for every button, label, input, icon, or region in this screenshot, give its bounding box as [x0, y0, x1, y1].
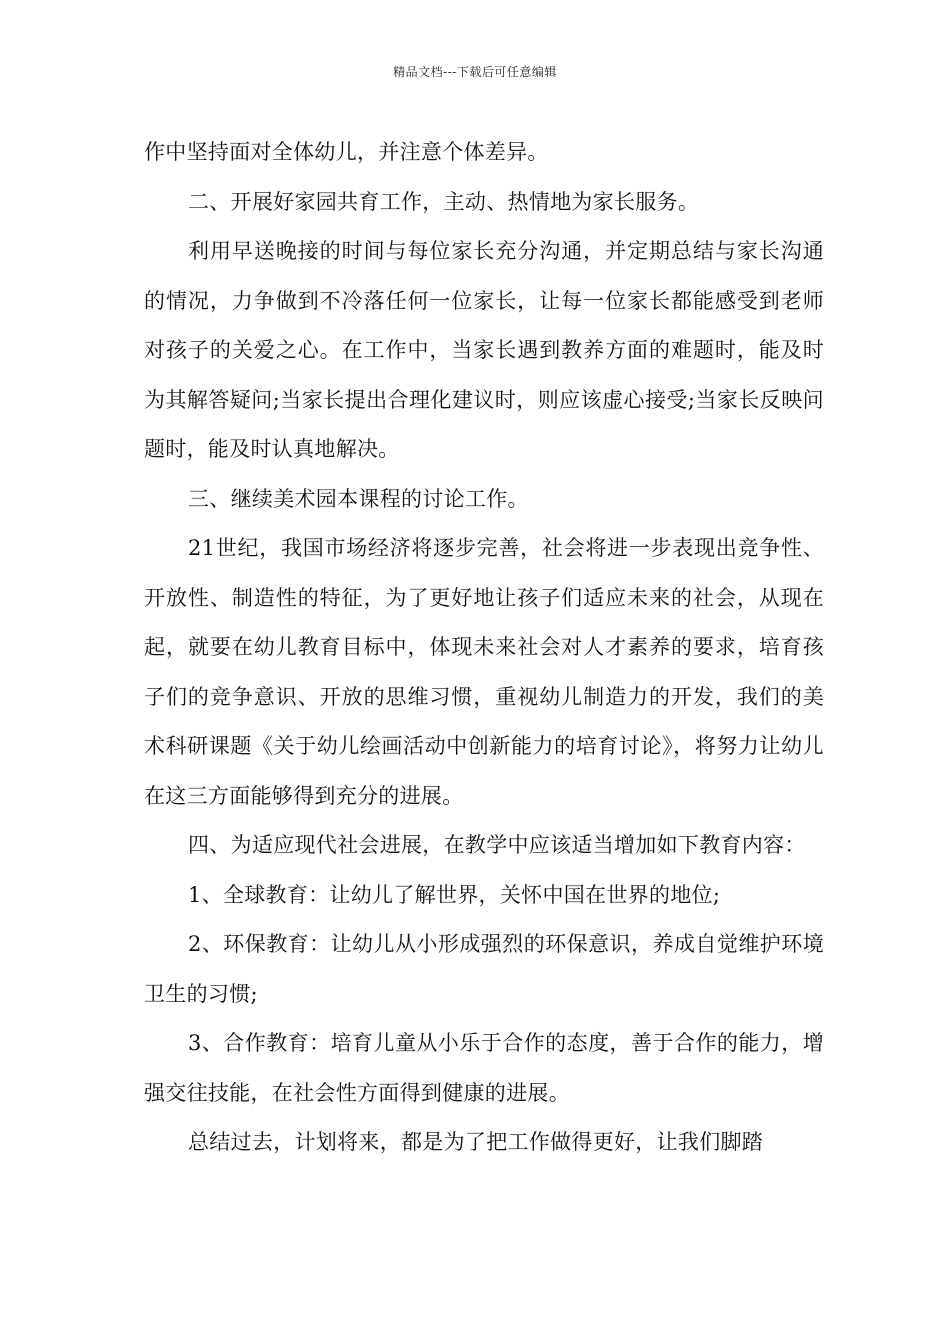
list-item-environmental-education: 2、环保教育：让幼儿从小形成强烈的环保意识，养成自觉维护环境卫生的习惯; [144, 932, 824, 1006]
paragraph-continuation: 作中坚持面对全体幼儿，并注意个体差异。 [144, 140, 549, 164]
paragraph-parent-communication: 利用早送晚接的时间与每位家长充分沟通，并定期总结与家长沟通的情况，力争做到不冷落任何一位家长，让每一位家长都能感受到老师对孩子的关爱之心。在工作中，当家长遇到教养方面的难题时，能及时为其解答疑问;当家长提出合理化建议时，则应该虚心接受;当家长反映问题时，能及时认真地解决。 [144, 239, 824, 461]
section-heading-4: 四、为适应现代社会进展，在教学中应该适当增加如下教育内容： [188, 833, 806, 857]
document-body [144, 128, 824, 1168]
section-heading-3: 三、继续美术园本课程的讨论工作。 [188, 486, 529, 511]
list-item-cooperation-education: 3、合作教育：培育儿童从小乐于合作的态度，善于合作的能力，增强交往技能，在社会性方面得到健康的进展。 [144, 1031, 824, 1105]
section-heading-2: 二、开展好家园共育工作，主动、热情地为家长服务。 [188, 189, 700, 214]
paragraph-summary: 总结过去，计划将来，都是为了把工作做得更好，让我们脚踏 [188, 1130, 764, 1154]
list-item-global-education: 1、全球教育：让幼儿了解世界，关怀中国在世界的地位; [188, 882, 721, 907]
page-header: 精品文档---下载后可任意编辑 [393, 65, 557, 79]
paragraph-art-research: 21世纪，我国市场经济将逐步完善，社会将进一步表现出竞争性、开放性、制造性的特征，为了更好地让孩子们适应未来的社会，从现在起，就要在幼儿教育目标中，体现未来社会对人才素养的要求，培育孩子们的竞争意识、开放的思维习惯，重视幼儿制造力的开发，我们的美术科研课题《关于幼儿绘画活动中创新能力的培育讨论》，将努力让幼儿在这三方面能够得到充分的进展。 [144, 536, 824, 808]
